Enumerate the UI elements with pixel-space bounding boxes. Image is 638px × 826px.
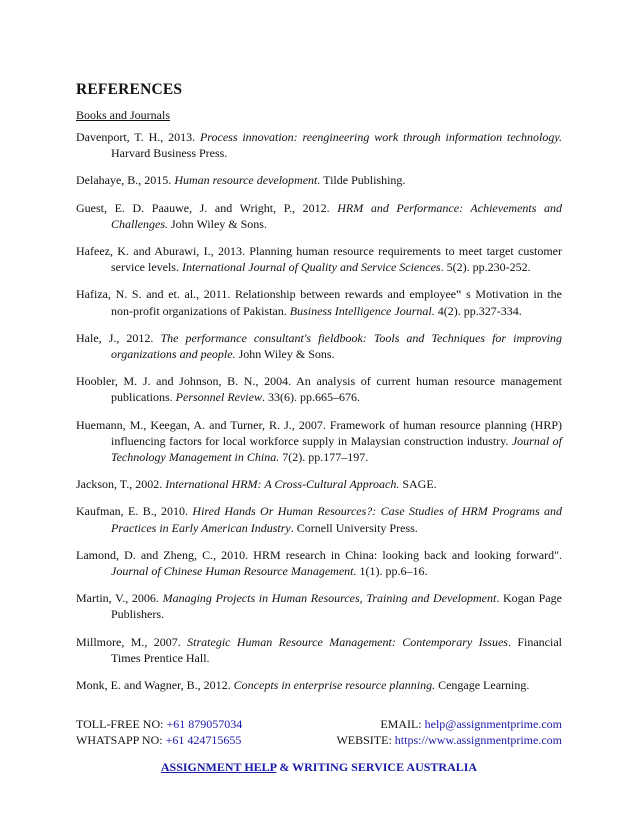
tollfree-label: TOLL-FREE NO: — [76, 717, 167, 731]
reference-entry — [76, 373, 562, 405]
contact-row-1 — [76, 716, 562, 732]
tollfree-line — [76, 716, 242, 732]
reference-title: Journal of Chinese Human Resource Management. — [111, 564, 357, 579]
reference-title: International HRM: A Cross-Cultural Approach. — [165, 477, 400, 492]
reference-text: Jackson, T., 2002. — [76, 477, 166, 492]
assignment-help-link[interactable]: ASSIGNMENT HELP — [160, 760, 277, 774]
reference-text: Millmore, M., 2007. — [76, 634, 188, 649]
reference-publisher: 4(2). pp.327-334. — [434, 303, 522, 318]
reference-entry — [76, 200, 562, 232]
reference-text: Hoobler, M. J. and Johnson, B. N., 2004. An analysis of current human resource management publications. — [76, 374, 562, 405]
reference-publisher: Cengage Learning. — [435, 678, 530, 693]
reference-title: Process innovation: reengineering work through information technology. — [199, 130, 562, 144]
reference-text: Lamond, D. and Zheng, C., 2010. HRM research in China: looking back and looking forward". — [76, 547, 562, 562]
reference-publisher: . 5(2). pp.230-252. — [440, 260, 531, 275]
reference-text: Davenport, T. H., 2013. — [76, 130, 200, 144]
reference-list — [76, 129, 562, 704]
reference-entry — [76, 476, 562, 492]
contact-row-2 — [76, 732, 562, 748]
reference-publisher: John Wiley & Sons. — [168, 216, 267, 231]
reference-text: Huemann, M., Keegan, A. and Turner, R. J., 2007. Framework of human resource planning (HRP) influencing factors for local workforce supply in Malaysian construction industry. — [76, 417, 562, 448]
whatsapp-number[interactable]: +61 424715655 — [165, 733, 242, 748]
reference-title: HRM and Performance: Achievements and Challenges. — [111, 200, 562, 231]
email-line — [380, 716, 562, 732]
reference-text: Delahaye, B., 2015. — [76, 173, 175, 188]
reference-publisher: Tilde Publishing. — [320, 173, 406, 188]
reference-publisher: 7(2). pp.177–197. — [279, 450, 369, 465]
reference-title: Human resource development. — [174, 173, 321, 188]
reference-entry — [76, 677, 562, 693]
footer-banner — [0, 760, 638, 775]
website-link[interactable]: https://www.assignmentprime.com — [394, 733, 562, 748]
footer-text: & WRITING SERVICE AUSTRALIA — [276, 760, 478, 774]
reference-entry — [76, 286, 562, 318]
reference-publisher: John Wiley & Sons. — [235, 347, 335, 362]
reference-text: Monk, E. and Wagner, B., 2012. — [76, 678, 234, 693]
reference-publisher: 1(1). pp.6–16. — [356, 564, 428, 579]
reference-entry — [76, 417, 562, 466]
reference-entry — [76, 590, 562, 622]
reference-text: Martin, V., 2006. — [76, 591, 163, 606]
whatsapp-line — [76, 732, 241, 748]
reference-text: Hale, J., 2012. — [76, 330, 161, 345]
reference-title: Personnel Review — [175, 390, 262, 405]
reference-title: The performance consultant's fieldbook: Tools and Techniques for improving organizations and people. — [111, 330, 562, 362]
email-label: EMAIL: — [380, 717, 425, 731]
website-label: WEBSITE: — [336, 733, 395, 748]
reference-text: Hafiza, N. S. and et. al., 2011. Relationship between rewards and employee‟ s Motivation in the non-profit organizations of Pakistan. — [76, 287, 562, 318]
reference-title: International Journal of Quality and Service Sciences — [181, 260, 441, 275]
reference-entry — [76, 503, 562, 535]
contact-block — [76, 716, 562, 748]
reference-title: Strategic Human Resource Management: Contemporary Issues — [187, 634, 508, 649]
reference-title: Journal of Technology Management in China. — [111, 433, 562, 465]
reference-publisher: . Kogan Page Publishers. — [111, 591, 563, 622]
page-title: REFERENCES — [76, 81, 183, 98]
reference-text: Guest, E. D. Paauwe, J. and Wright, P., 2012. — [76, 200, 338, 215]
reference-text: Hafeez, K. and Aburawi, I., 2013. Planning human resource requirements to meet target customer service levels. — [76, 244, 562, 275]
reference-title: Business Intelligence Journal. — [289, 303, 435, 318]
reference-publisher: SAGE. — [399, 477, 437, 492]
email-link[interactable]: help@assignmentprime.com — [424, 717, 562, 731]
reference-entry — [76, 172, 562, 188]
tollfree-number[interactable]: +61 879057034 — [166, 717, 243, 731]
reference-title: Managing Projects in Human Resources, Training and Development — [162, 591, 497, 606]
reference-entry — [76, 129, 562, 161]
reference-publisher: . Financial Times Prentice Hall. — [111, 634, 562, 665]
reference-entry — [76, 634, 562, 666]
reference-entry — [76, 330, 562, 362]
website-line — [336, 732, 562, 748]
reference-publisher: . Cornell University Press. — [290, 520, 418, 535]
reference-title: Concepts in enterprise resource planning. — [233, 678, 436, 693]
reference-entry — [76, 243, 562, 275]
section-heading: Books and Journals — [76, 108, 170, 122]
whatsapp-label: WHATSAPP NO: — [76, 733, 166, 748]
reference-text: Kaufman, E. B., 2010. — [76, 504, 193, 519]
reference-publisher: . 33(6). pp.665–676. — [261, 390, 360, 405]
reference-entry — [76, 547, 562, 579]
reference-publisher: Harvard Business Press. — [111, 146, 228, 161]
reference-title: Hired Hands Or Human Resources?: Case Studies of HRM Programs and Practices in Early American Industry — [111, 504, 562, 535]
